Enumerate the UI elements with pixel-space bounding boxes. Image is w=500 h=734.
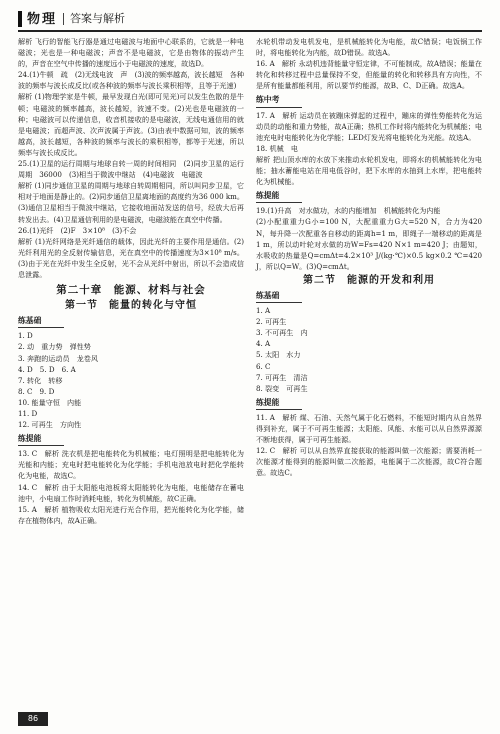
paragraph: 水轮机带动发电机发电，是机械能转化为电能，故C错误；电饭锅工作时，将电能转化为内能，故D错误。故选A。 (256, 37, 482, 58)
answer-line: 7. 转化 转移 (18, 375, 63, 385)
paragraph: 24.(1)牛顿 疏 (2)无线电波 声 (3)波的频率越高，波长越短 各种波的频率与波长成反比(或各种波的频率与波长乘积相等，且等于光速) (18, 70, 244, 91)
paragraph: 12. C 解析 可以从自然界直接获取的能源叫做一次能源；需要消耗一次能源才能得到的能源叫做二次能源，电能属于二次能源，故C符合题意。故选C。 (256, 446, 482, 478)
answer-line: 8. 裂变 可再生 (256, 383, 308, 393)
answer-line: 3. 不可再生 内 (256, 328, 308, 338)
header-section: 答案与解析 (70, 12, 126, 25)
header-bar (18, 11, 22, 27)
paragraph: 11. A 解析 煤、石油、天然气属于化石燃料，不能短时期内从自然界得到补充，属于不可再生能源；太阳能、风能、水能可以从自然界源源不断地获得，属于可再生能源。 (256, 412, 482, 445)
section-title: 第二节 能源的开发和利用 (303, 274, 435, 286)
answer-line: 7. 可再生 清洁 (256, 372, 308, 382)
paragraph: 解析 飞行的智能飞行器是通过电磁波与地面中心联系的，它就是一种电磁波；光也是一种电磁波；声音不是电磁波，它是由物体的振动产生的，声音在空气中传播的速度远小于电磁波的速度，故选D。 (18, 37, 244, 69)
answer-line: 10. 能量守恒 内能 (18, 397, 82, 407)
paragraph: 18. 机械 电 (256, 143, 298, 153)
paragraph: 13. C 解析 洗衣机是把电能转化为机械能；电灯照明是把电能转化为光能和内能；充电时把电能转化为化学能；手机电池放电时把化学能转化为电能，故选C。 (18, 449, 244, 481)
answer-line: 12. 可再生 方向性 (18, 420, 82, 430)
answer-line: 1. D (18, 331, 33, 341)
right-column (256, 36, 482, 478)
answer-line: 11. D (18, 409, 38, 418)
paragraph: 解析 (1)物理学家是牛顿，最早发现白光(即可见光)可以发生色散的是牛顿；电磁波的频率越高，波长越短，波速不变。(2)光也是电磁波的一种；电磁波可以传递信息，收音机接收的是电磁波，无线电通信用的就是电磁波；而超声波、次声波属于声波。(3)由表中数据可知，波的频率越高，波长越短，各种波的频率与波长的乘积相等，都等于光速，所以频率与波长成反比。 (18, 92, 244, 157)
ability-label: 练提能 (256, 397, 302, 410)
paragraph: 25.(1)卫星的运行周期与地球自转一周的时间相同 (2)同步卫星的运行周期 36000 (3)相当于微波中继站 (4)电磁波 电磁波 (18, 159, 244, 180)
paragraph: 17. A 解析 运动员在被蹦床弹起的过程中，蹦床的弹性势能转化为运动员的动能和重力势能，故A正确；热机工作时将内能转化为机械能；电池充电时电能转化为化学能；LED灯发光将电能转化为光能。故选A。 (256, 110, 482, 142)
answer-line: 4. A (256, 339, 271, 349)
answer-line: 8. C 9. D (18, 386, 55, 396)
ability-label: 练提能 (256, 190, 302, 203)
basic-label: 练基础 (256, 290, 302, 303)
header-subject: 物理 (27, 12, 58, 27)
section-title: 第一节 能量的转化与守恒 (65, 300, 197, 312)
paragraph: 16. A 解析 永动机违背能量守恒定律，不可能制成，故A错误；能量在转化和转移过程中总量保持不变，但能量的转化和转移具有方向性，不是所有能量都能利用，所以要节约能源，故B、C、D正确。故选A。 (256, 59, 482, 91)
answer-line: 5. 太阳 水力 (256, 350, 301, 360)
chapter-title: 第二十章 能源、材料与社会 (56, 284, 206, 297)
exam-label: 练中考 (256, 94, 302, 107)
answer-line: 4. D 5. D 6. A (18, 364, 76, 374)
paragraph: 19.(1)升高 对水做功，水的内能增加 机械能转化为内能 (256, 206, 441, 216)
paragraph: 解析 (1)光纤网络是光纤通信的载体，因此光纤的主要作用是通信。(2)光纤利用光的全反射传输信息，光在真空中的传播速度为3×10⁸ m/s。(3)由于光在光纤中发生全反射，光不会从光纤中射出，所以不会造成信息泄露。 (18, 236, 244, 279)
paragraph: 解析 (1)同步通信卫星的周期与地球自转周期相同，所以叫同步卫星，它相对于地面是静止的。(2)同步通信卫星离地面的高度约为36 000 km。(3)通信卫星相当于微波中继站，它接收地面站发送的信号，经放大后再转发出去。(4)卫星通信利用的是电磁波，电磁波能在真空中传播。 (18, 181, 244, 224)
basic-label: 练基础 (18, 315, 64, 328)
answer-line: 2. 可再生 (256, 317, 287, 327)
page-number: 86 (18, 712, 48, 726)
paragraph: 15. A 解析 植物吸收太阳光进行光合作用，把光能转化为化学能，储存在植物体内，故A正确。 (18, 504, 244, 525)
answer-line: 2. 动 重力势 弹性势 (18, 342, 91, 352)
paragraph: 14. C 解析 由于太阳能电池板将太阳能转化为电能，电能储存在蓄电池中，小电扇工作时消耗电能，转化为机械能，故C正确。 (18, 482, 244, 503)
left-column (18, 36, 244, 526)
ability-label: 练提能 (18, 433, 64, 446)
answer-line: 1. A (256, 306, 271, 316)
paragraph: (2)小配重重力G小=100 N，大配重重力G大=520 N，合力为420 N，每升降一次配重各自移动的距离h=1 m，即绳子一端移动的距离是1 m，所以动叶轮对水做的功W=Fs=420 N×1 m=420 J；由题知，水吸收的热量是Q=cmΔt=4.2×10³ J/(kg·℃)×0.5 kg×0.2 ℃=420 J，所以Q=W。(3)Q=cmΔt。 (256, 217, 482, 271)
answer-line: 6. C (256, 361, 271, 371)
page-header (18, 6, 482, 32)
header-separator (63, 13, 64, 25)
paragraph: 解析 把山顶水库的水放下来推动水轮机发电，即将水的机械能转化为电能；抽水蓄能电站在用电低谷时，把下水库的水抽到上水库，把电能转化为机械能。 (256, 154, 482, 187)
paragraph: 26.(1)光纤 (2)F 3×10⁸ (3)不会 (18, 225, 137, 235)
answer-line: 3. 奔跑的运动员 龙卷风 (18, 353, 98, 363)
